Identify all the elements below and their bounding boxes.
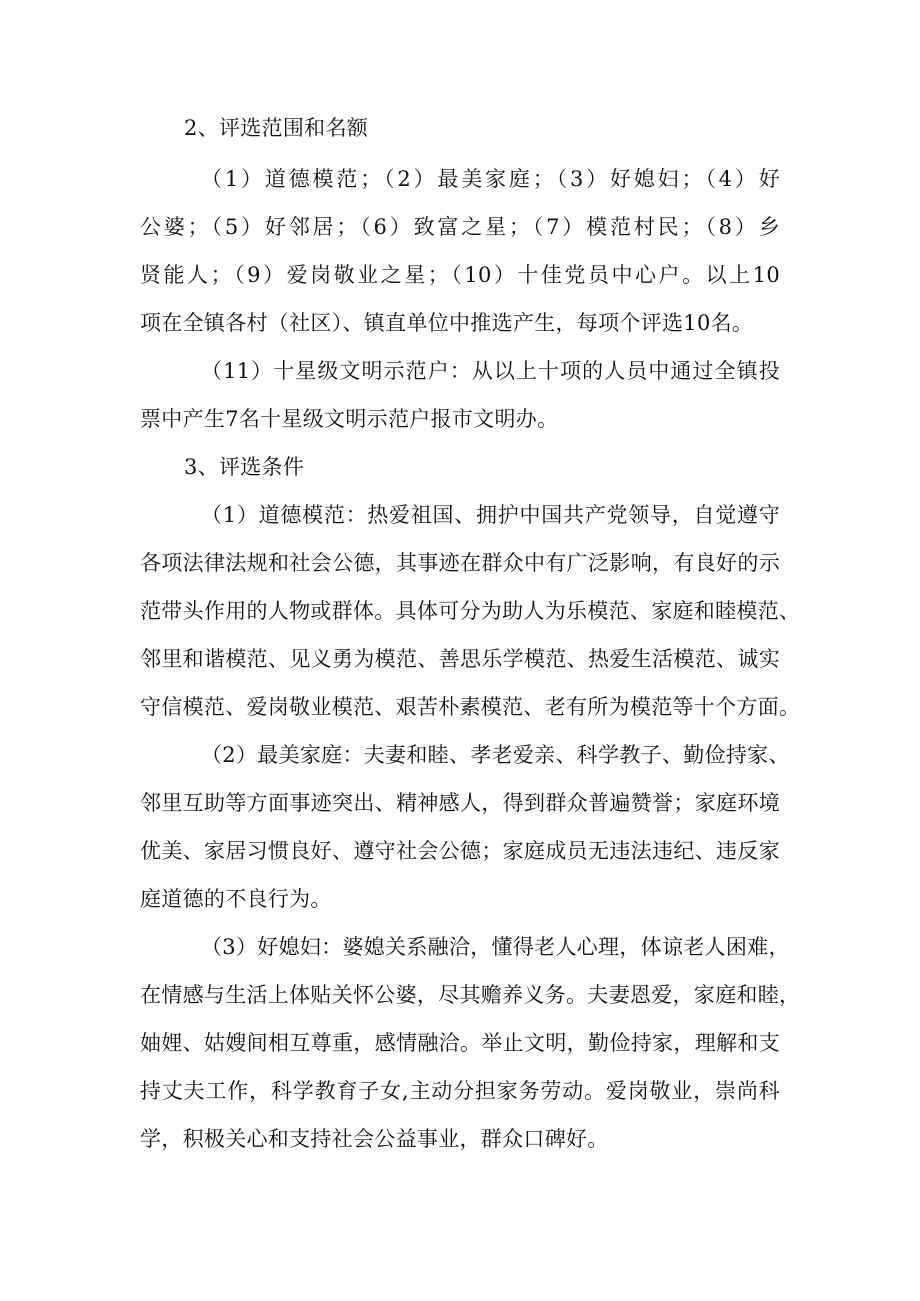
paragraph-best-family [140, 731, 920, 923]
section-heading-selection-criteria: 3、评选条件 [184, 455, 305, 479]
paragraph-award-categories [140, 155, 920, 347]
paragraph-line: 妯娌、姑嫂间相互尊重，感情融洽。举止文明，勤俭持家，理解和支 [140, 1031, 780, 1055]
paragraph-line: （1）道德模范；（2）最美家庭；（3）好媳妇；（4）好 [201, 167, 780, 191]
paragraph-line: （2）最美家庭：夫妻和睦、孝老爱亲、科学教子、勤俭持家、 [201, 743, 790, 767]
paragraph-line: 庭道德的不良行为。 [140, 887, 332, 911]
paragraph-line: （3）好媳妇：婆媳关系融洽，懂得老人心理，体谅老人困难， [201, 935, 790, 959]
paragraph-line: 学，积极关心和支持社会公益事业，群众口碑好。 [140, 1127, 609, 1151]
paragraph-moral-model [140, 491, 920, 731]
paragraph-line: 公婆；（5）好邻居；（6）致富之星；（7）模范村民；（8）乡 [140, 215, 780, 239]
paragraph-line: （11）十星级文明示范户：从以上十项的人员中通过全镇投 [201, 359, 780, 383]
paragraph-ten-star-household [140, 347, 920, 443]
paragraph-line: 项在全镇各村（社区）、镇直单位中推选产生，每项个评选10名。 [140, 311, 754, 335]
paragraph-line: （1）道德模范：热爱祖国、拥护中国共产党领导，自觉遵守 [201, 503, 780, 527]
paragraph-line: 优美、家居习惯良好、遵守社会公德；家庭成员无违法违纪、违反家 [140, 839, 780, 863]
paragraph-line: 各项法律法规和社会公德，其事迹在群众中有广泛影响，有良好的示 [140, 551, 780, 575]
paragraph-line: 守信模范、爱岗敬业模范、艰苦朴素模范、老有所为模范等十个方面。 [140, 695, 801, 719]
paragraph-line: 贤能人；（9）爱岗敬业之星；（10）十佳党员中心户。以上10 [140, 263, 780, 287]
paragraph-line: 持丈夫工作，科学教育子女,主动分担家务劳动。爱岗敬业，崇尚科 [140, 1079, 780, 1103]
paragraph-line: 在情感与生活上体贴关怀公婆，尽其赡养义务。夫妻恩爱，家庭和睦， [140, 983, 801, 1007]
section-heading-selection-scope: 2、评选范围和名额 [184, 116, 369, 140]
paragraph-good-daughter-in-law [140, 923, 920, 1163]
paragraph-line: 邻里互助等方面事迹突出、精神感人，得到群众普遍赞誉；家庭环境 [140, 791, 780, 815]
paragraph-line: 范带头作用的人物或群体。具体可分为助人为乐模范、家庭和睦模范、 [140, 599, 801, 623]
paragraph-line: 邻里和谐模范、见义勇为模范、善思乐学模范、热爱生活模范、诚实 [140, 647, 780, 671]
paragraph-line: 票中产生7名十星级文明示范户报市文明办。 [140, 407, 559, 431]
